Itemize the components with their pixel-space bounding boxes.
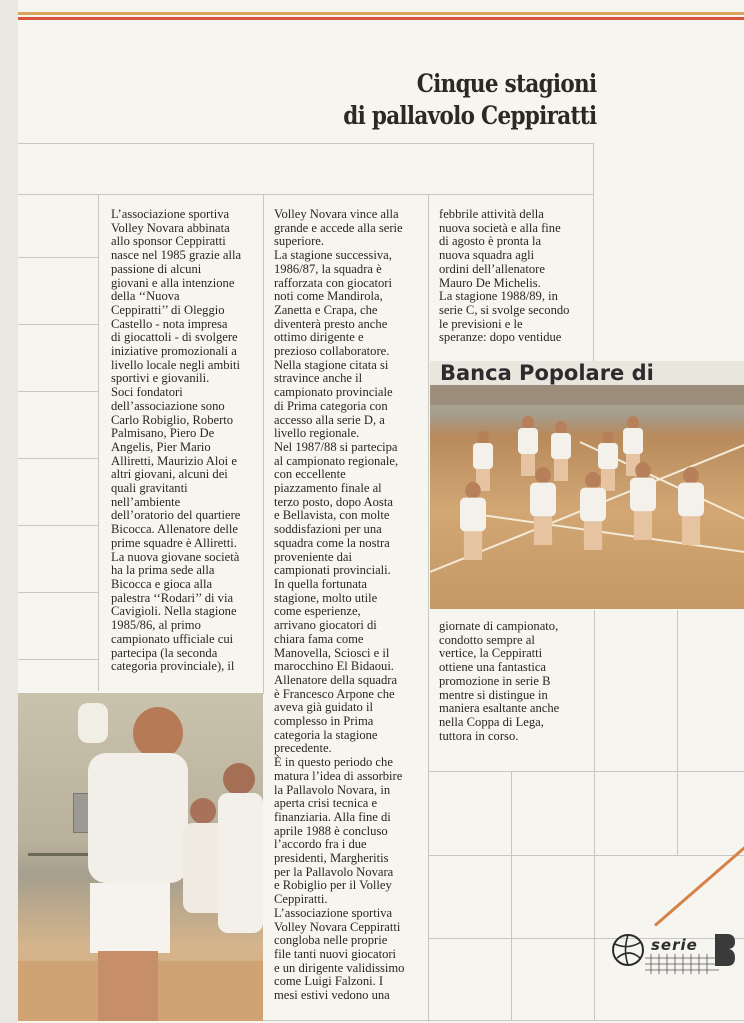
serie-logo-text: serie xyxy=(651,936,698,954)
title-line-2: di pallavolo Ceppiratti xyxy=(342,101,596,130)
article-column-1: L’associazione sportiva Volley Novara abbinata allo sponsor Ceppiratti nasce nel 1985 grazie alla passione di alcuni giovani e alla intenzione della ‘‘Nuova Ceppiratti’’ di Oleggio Castello - nota impresa di giocattoli - di svolgere iniziative promozionali a livello locale negli ambiti sportivi e giovanili. Soci fondatori dell’associazione sono Carlo Robiglio, Roberto Palmisano, Piero De Angelis, Pier Mario Alliretti, Maurizio Aloi e altri giovani, alcuni dei quali gravitanti nell’ambiente dell’oratorio del quartiere Bicocca. Allenatore delle prime squadre è Alliretti. La nuova giovane società ha la prima sede alla Bicocca e gioca alla palestra ‘‘Rodari’’ di via Cavigioli. Nella stagione 1985/86, al primo campionato ufficiale cui partecipa (la seconda categoria provinciale), il xyxy=(111,207,242,674)
sponsor-banner: Banca Popolare di xyxy=(430,361,744,385)
decorative-diagonal-line xyxy=(654,839,744,927)
article-column-3-top: febbrile attività della nuova società e alla fine di agosto è pronta la nuova squadra agli ordini dell’allenatore Mauro De Michelis. La stagione 1988/89, in serie C, si svolge secondo le previsioni e le speranze: dopo ventidue xyxy=(439,207,570,345)
page-edge xyxy=(0,0,18,1023)
title-line-1: Cinque stagioni xyxy=(416,69,596,98)
article-column-3-bottom: giornate di campionato, condotto sempre al vertice, la Ceppiratti ottiene una fantastica promozione in serie B mentre si distingue in maniera esaltante anche nella Coppa di Lega, tuttora in corso. xyxy=(439,619,560,743)
top-stripe-orange xyxy=(18,12,744,15)
serie-b-logo xyxy=(607,918,737,976)
article-column-2: Volley Novara vince alla grande e accede alla serie superiore. La stagione successiva, 1986/87, la squadra è rafforzata con giocatori noti come Mandirola, Zanetta e Crapa, che diventerà presto anche ottimo dirigente e prezioso collaboratore. Nella stagione citata si stravince anche il campionato provinciale di Prima categoria con accesso alla serie D, a livello regionale. Nel 1987/88 si partecipa al campionato regionale, con eccellente piazzamento finale al terzo posto, dopo Aosta e Bellavista, con molte soddisfazioni per una squadra come la nostra proveniente dai campionati provinciali. In quella fortunata stagione, molto utile come esperienze, arrivano giocatori di chiara fama come Manovella, Sciosci e il marocchino El Bidaoui. Allenatore della squadra è Francesco Arpone che aveva già guidato il complesso in Prima categoria la stagione precedente. È in questo periodo che matura l’idea di assorbire la Pallavolo Novara, in aperta crisi tecnica e finanziaria. Alla fine di aprile 1988 è concluso l’accordo fra i due presidenti, Margheritis per la Pallavolo Novara e Robiglio per il Volley Ceppiratti. L’associazione sportiva Volley Novara Ceppiratti congloba nelle proprie file tanti nuovi giocatori e un dirigente validissimo come Luigi Falzoni. I mesi estivi vedono una xyxy=(274,207,405,1003)
top-stripe-red xyxy=(18,17,744,20)
article-title xyxy=(343,68,596,132)
team-huddle-photo xyxy=(430,361,744,609)
players-serving-photo xyxy=(18,693,263,1021)
